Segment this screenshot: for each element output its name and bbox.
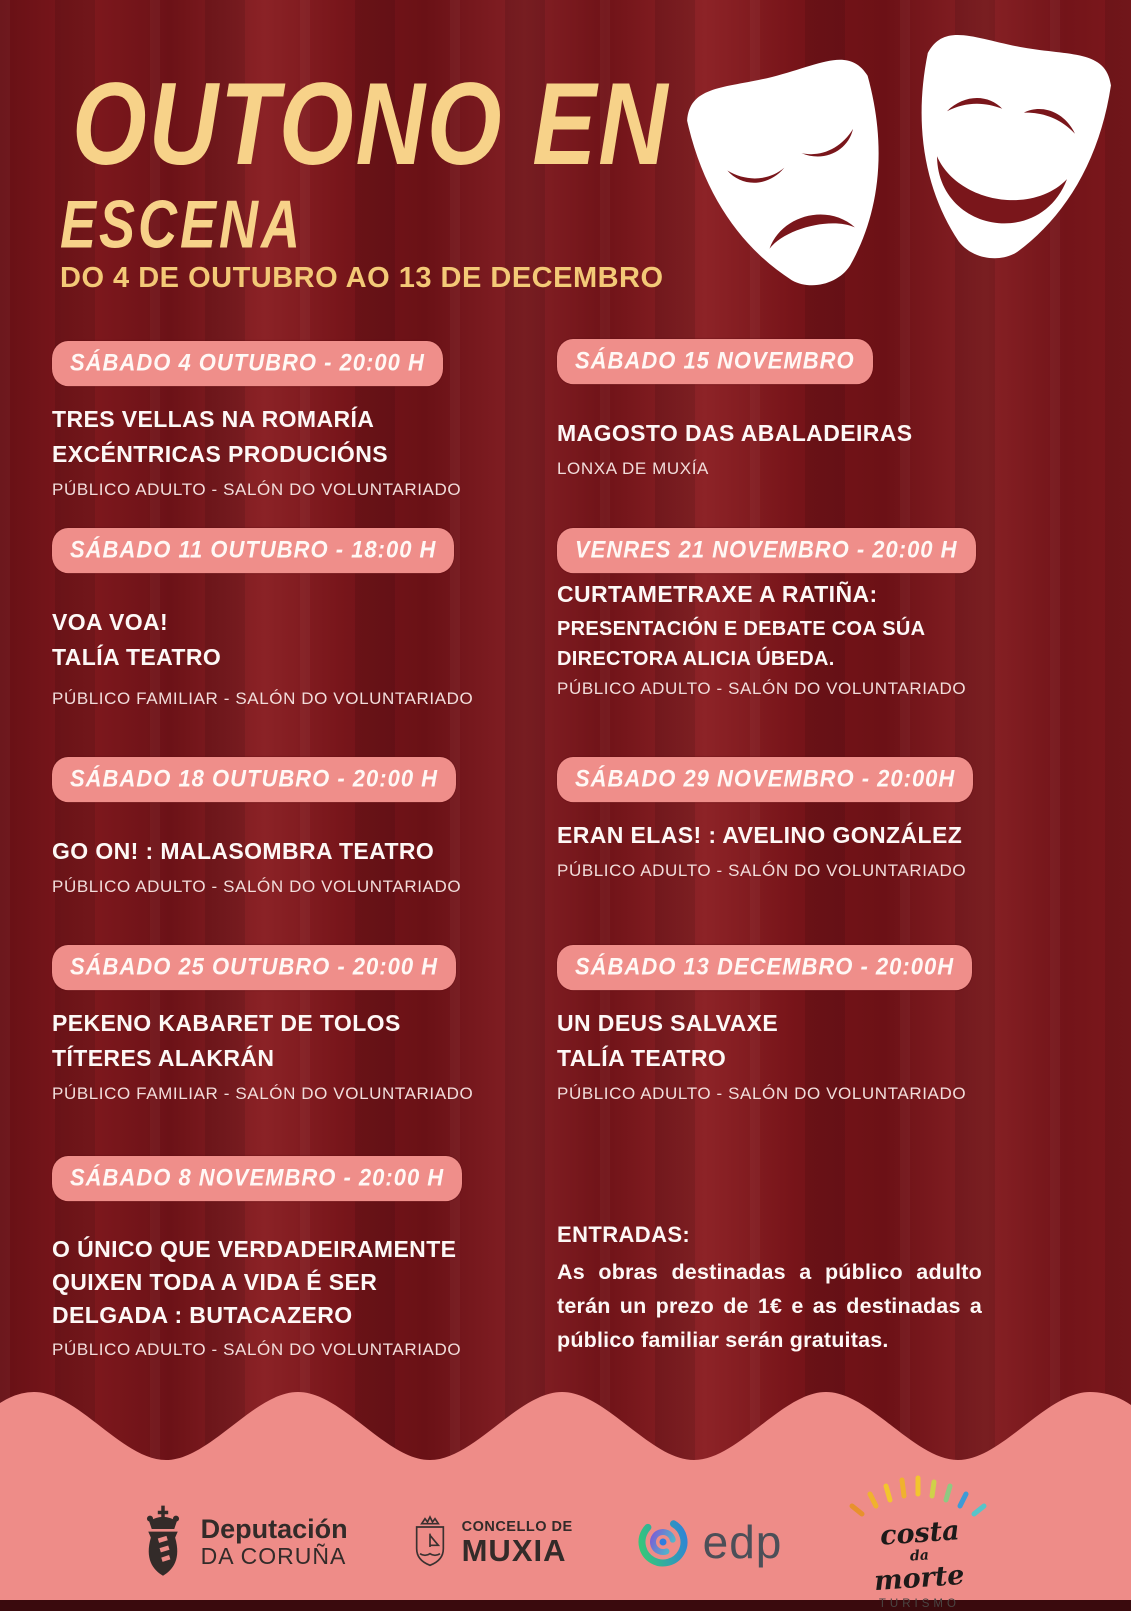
sponsor-deputacion-sub: DA CORUÑA <box>200 1542 347 1569</box>
sponsor-edp <box>635 1514 783 1570</box>
sponsor-costa-da-morte <box>844 1474 994 1611</box>
edp-logo-icon <box>635 1514 691 1570</box>
event-title-line: GO ON! : MALASOMBRA TEATRO <box>52 838 435 864</box>
event-card <box>557 528 1027 699</box>
sponsor-costa-line4: TURISMO <box>878 1598 960 1610</box>
sponsor-concello-muxia <box>410 1513 573 1571</box>
event-title-line: TALÍA TEATRO <box>557 1045 727 1071</box>
event-note: LONXA DE MUXÍA <box>557 459 709 478</box>
event-title-line: O ÚNICO QUE VERDADEIRAMENTE <box>52 1236 457 1262</box>
event-date-badge: SÁBADO 13 DECEMBRO - 20:00H <box>557 945 972 990</box>
event-card <box>52 528 522 709</box>
event-card <box>557 945 1027 1104</box>
event-note: PÚBLICO ADULTO - SALÓN DO VOLUNTARIADO <box>557 679 967 698</box>
sponsor-deputacion-name: Deputación <box>200 1513 348 1544</box>
event-date-badge: SÁBADO 29 NOVEMBRO - 20:00H <box>557 757 973 802</box>
event-title-line: TÍTERES ALAKRÁN <box>52 1045 275 1071</box>
event-note: PÚBLICO ADULTO - SALÓN DO VOLUNTARIADO <box>557 1084 967 1103</box>
event-card <box>52 1156 522 1360</box>
footer <box>0 1388 1131 1610</box>
sponsor-costa-line2: da <box>909 1547 930 1565</box>
event-title-line: VOA VOA! <box>52 609 169 635</box>
event-title-line: DELGADA : BUTACAZERO <box>52 1302 353 1328</box>
sponsor-concello-name: MUXIA <box>461 1532 567 1568</box>
event-card <box>557 757 1027 881</box>
poster-date-range: DO 4 DE OUTUBRO AO 13 DE DECEMBRO <box>60 262 664 294</box>
event-title-line: UN DEUS SALVAXE <box>557 1010 779 1036</box>
event-subtitle-line: DIRECTORA ALICIA ÚBEDA. <box>557 648 835 670</box>
event-date-badge: SÁBADO 8 NOVEMBRO - 20:00 H <box>52 1156 462 1201</box>
event-date-badge: SÁBADO 25 OUTUBRO - 20:00 H <box>52 945 456 990</box>
event-title-line: QUIXEN TODA A VIDA É SER <box>52 1269 378 1295</box>
sponsor-concello-top: CONCELLO DE <box>461 1518 573 1535</box>
tickets-body: As obras destinadas a público adulto terán un prezo de 1€ e as destinadas a público familiar serán gratuitas. <box>557 1260 982 1352</box>
event-note: PÚBLICO ADULTO - SALÓN DO VOLUNTARIADO <box>52 877 462 896</box>
concello-muxia-crest-icon <box>410 1513 450 1571</box>
event-note: PÚBLICO ADULTO - SALÓN DO VOLUNTARIADO <box>52 1340 462 1359</box>
event-title-line: EXCÉNTRICAS PRODUCIÓNS <box>52 441 388 467</box>
event-title-line: TRES VELLAS NA ROMARÍA <box>52 406 375 432</box>
event-card <box>557 339 1027 479</box>
event-card <box>52 757 522 897</box>
sponsor-costa-line1: costa <box>878 1515 961 1552</box>
event-title-line: PEKENO KABARET DE TOLOS <box>52 1010 401 1036</box>
poster-title-line2: ESCENA <box>60 187 304 263</box>
sponsor-logos <box>0 1474 1131 1611</box>
deputacion-crest-icon <box>137 1505 189 1579</box>
sponsor-costa-line3: morte <box>873 1559 966 1598</box>
event-date-badge: VENRES 21 NOVEMBRO - 20:00 H <box>557 528 976 573</box>
event-title-line: CURTAMETRAXE A RATIÑA: <box>557 581 878 607</box>
event-date-badge: SÁBADO 18 OUTUBRO - 20:00 H <box>52 757 456 802</box>
sponsor-deputacion <box>137 1505 348 1579</box>
event-date-badge: SÁBADO 11 OUTUBRO - 18:00 H <box>52 528 454 573</box>
event-note: PÚBLICO ADULTO - SALÓN DO VOLUNTARIADO <box>52 480 462 499</box>
comedy-tragedy-masks-icon <box>688 22 1118 312</box>
poster-title-line1: OUTONO EN <box>72 59 670 190</box>
event-card <box>52 945 522 1104</box>
event-note: PÚBLICO ADULTO - SALÓN DO VOLUNTARIADO <box>557 861 967 880</box>
event-title-line: MAGOSTO DAS ABALADEIRAS <box>557 420 913 446</box>
event-date-badge: SÁBADO 15 NOVEMBRO <box>557 339 873 384</box>
event-note: PÚBLICO FAMILIAR - SALÓN DO VOLUNTARIADO <box>52 689 474 708</box>
event-subtitle-line: PRESENTACIÓN E DEBATE COA SÚA <box>557 618 926 640</box>
event-note: PÚBLICO FAMILIAR - SALÓN DO VOLUNTARIADO <box>52 1084 474 1103</box>
costa-da-morte-rays-icon <box>844 1474 994 1520</box>
event-date-badge: SÁBADO 4 OUTUBRO - 20:00 H <box>52 341 443 386</box>
tickets-info <box>557 1222 982 1358</box>
tickets-heading: ENTRADAS: <box>557 1222 691 1247</box>
event-card <box>52 341 522 500</box>
event-title-line: ERAN ELAS! : AVELINO GONZÁLEZ <box>557 822 963 848</box>
sponsor-edp-name: edp <box>702 1516 783 1569</box>
event-title-line: TALÍA TEATRO <box>52 644 222 670</box>
